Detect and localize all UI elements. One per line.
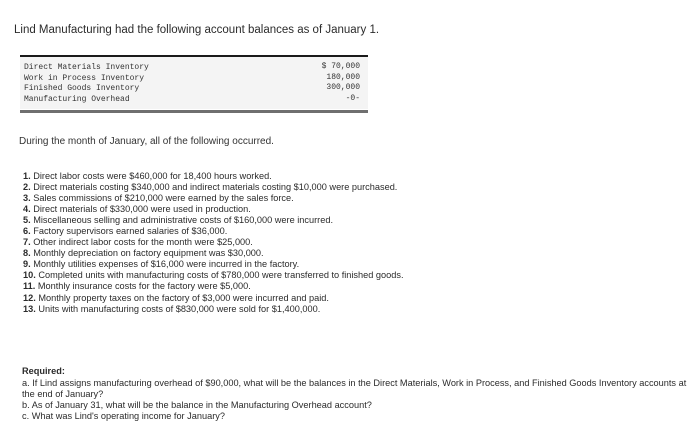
required-heading: Required:	[22, 366, 65, 376]
during-text: During the month of January, all of the following occurred.	[19, 136, 274, 147]
question-b: b. As of January 31, what will be the balance in the Manufacturing Overhead account?	[22, 400, 372, 410]
list-item: 8. Monthly depreciation on factory equipment was $30,000.	[23, 248, 264, 259]
list-item: 4. Direct materials of $330,000 were used in production.	[23, 204, 251, 215]
question-a: a. If Lind assigns manufacturing overhead of $90,000, what will be the balances in the Direct Materials, Work in Process, and Finished Goods Inventory accounts at the end of January?	[22, 378, 687, 399]
table-bottom-rule	[20, 110, 368, 113]
account-name: Finished Goods Inventory	[24, 84, 140, 93]
account-balances-table	[20, 55, 368, 109]
account-name: Direct Materials Inventory	[24, 63, 149, 72]
account-name: Manufacturing Overhead	[24, 94, 130, 104]
question-c: c. What was Lind's operating income for January?	[22, 411, 225, 421]
intro-text: Lind Manufacturing had the following account balances as of January 1.	[14, 24, 380, 36]
list-item: 6. Factory supervisors earned salaries of $36,000.	[23, 226, 228, 237]
account-name: Work in Process Inventory	[24, 73, 145, 83]
list-item: 12. Monthly property taxes on the factory of $3,000 were incurred and paid.	[23, 292, 329, 303]
list-item: 9. Monthly utilities expenses of $16,000 were incurred in the factory.	[23, 259, 300, 270]
list-item: 1. Direct labor costs were $460,000 for 18,400 hours worked.	[23, 171, 272, 181]
account-values	[322, 62, 360, 104]
list-item: 11. Monthly insurance costs for the factory were $5,000.	[23, 281, 251, 292]
transaction-list	[23, 171, 404, 315]
account-value: -0-	[345, 93, 360, 103]
list-item: 3. Sales commissions of $210,000 were earned by the sales force.	[23, 193, 294, 204]
account-value: 300,000	[326, 83, 360, 92]
account-names	[24, 63, 149, 105]
list-item: 5. Miscellaneous selling and administrative costs of $160,000 were incurred.	[23, 215, 334, 226]
list-item: 2. Direct materials costing $340,000 and indirect materials costing $10,000 were purchased.	[23, 182, 398, 193]
list-item: 10. Completed units with manufacturing costs of $780,000 were transferred to finished goods.	[23, 270, 404, 281]
account-value: 180,000	[326, 72, 360, 82]
list-item: 7. Other indirect labor costs for the month were $25,000.	[23, 237, 253, 248]
account-value: $ 70,000	[321, 62, 360, 71]
list-item: 13. Units with manufacturing costs of $830,000 were sold for $1,400,000.	[23, 303, 321, 314]
required-questions	[22, 378, 687, 422]
